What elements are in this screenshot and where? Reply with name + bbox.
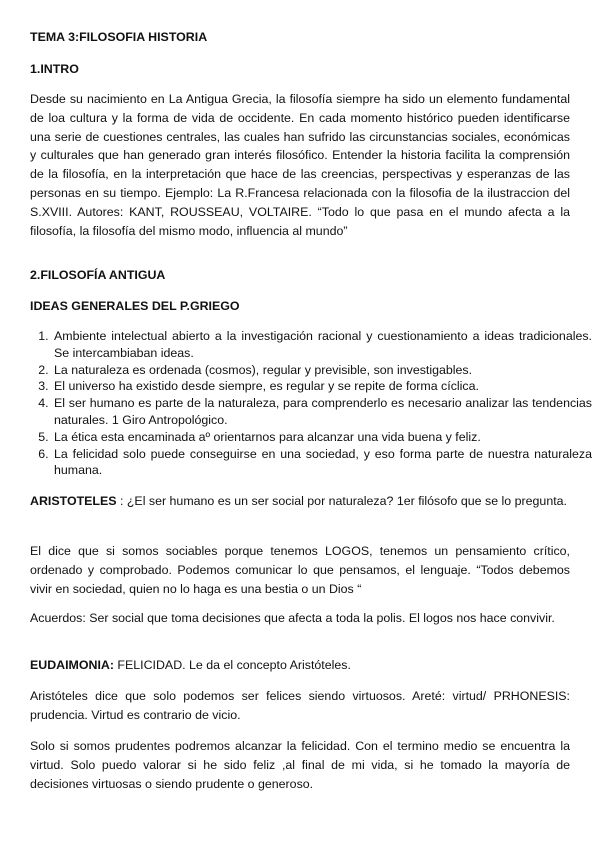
aristoteles-label: ARISTOTELES xyxy=(30,494,117,508)
eudaimonia-paragraph xyxy=(30,656,570,675)
intro-paragraph: Desde su nacimiento en La Antigua Grecia, la filosofía siempre ha sido un elemento fundamental de loa cultura y la forma de vida de occidente. En cada momento histórico pueden identificarse una serie de cuestiones centrales, las cuales han sufrido las circunstancias sociales, económicas y culturales que han generado gran interés filosófico. Entender la historia facilita la comprensión de la filosofía, en la interpretación que hace de las creencias, perspectivas y esperanzas de las personas en su tiempo. Ejemplo: La R.Francesa relacionada con la filosofia de la ilustraccion del S.XVIII. Autores: KANT, ROUSSEAU, VOLTAIRE. “Todo lo que pasa en el mundo afecta a la filosofía, la filosofía del mismo modo, influencia al mundo” xyxy=(30,92,570,238)
list-item: 2. La naturaleza es ordenada (cosmos), regular y previsible, son investigables. xyxy=(52,362,592,379)
list-item: 1. Ambiente intelectual abierto a la investigación racional y cuestionamiento a ideas tradicionales. Se intercambiaban ideas. xyxy=(52,328,592,362)
logos-paragraph: El dice que si somos sociables porque tenemos LOGOS, tenemos un pensamiento crítico, ordenado y comprobado. Podemos comunicar lo que pensamos, el lenguaje. “Todos debemos vivir en sociedad, quien no lo haga es una bestia o un Dios “ xyxy=(30,544,570,596)
virtue-paragraph: Aristóteles dice que solo podemos ser felices siendo virtuosos. Areté: virtud/ PRHONESIS: prudencia. Virtud es contrario de vicio. xyxy=(30,689,570,722)
list-item: 6. La felicidad solo puede conseguirse en una sociedad, y eso forma parte de nuestra naturaleza humana. xyxy=(52,446,592,480)
eudaimonia-text: FELICIDAD. Le da el concepto Aristóteles. xyxy=(113,658,351,672)
section-ancient-heading: 2.FILOSOFÍA ANTIGUA xyxy=(30,268,166,282)
list-item: 4. El ser humano es parte de la naturaleza, para comprenderlo es necesario analizar las tendencias naturales. 1 Giro Antropológico. xyxy=(52,395,592,429)
greek-ideas-subheading: IDEAS GENERALES DEL P.GRIEGO xyxy=(30,299,240,313)
section-intro-heading: 1.INTRO xyxy=(30,62,79,76)
document-title: TEMA 3:FILOSOFIA HISTORIA xyxy=(30,30,208,44)
list-item: 3. El universo ha existido desde siempre, es regular y se repite de forma cíclica. xyxy=(52,378,592,395)
greek-ideas-list xyxy=(30,328,592,479)
aristoteles-paragraph xyxy=(30,492,570,511)
eudaimonia-label: EUDAIMONIA: xyxy=(30,658,114,672)
prudence-paragraph: Solo si somos prudentes podremos alcanzar la felicidad. Con el termino medio se encuentra la virtud. Solo puedo valorar si he sido feliz ,al final de mi vida, si he tomado la mayoría de decisiones virtuosas o siendo prudente o generoso. xyxy=(30,739,570,791)
acuerdos-paragraph: Acuerdos: Ser social que toma decisiones que afecta a toda la polis. El logos nos hace convivir. xyxy=(30,611,555,625)
list-item: 5. La ética esta encaminada aº orientarnos para alcanzar una vida buena y feliz. xyxy=(52,429,592,446)
aristoteles-text: : ¿El ser humano es un ser social por naturaleza? 1er filósofo que se lo pregunta. xyxy=(116,494,567,508)
